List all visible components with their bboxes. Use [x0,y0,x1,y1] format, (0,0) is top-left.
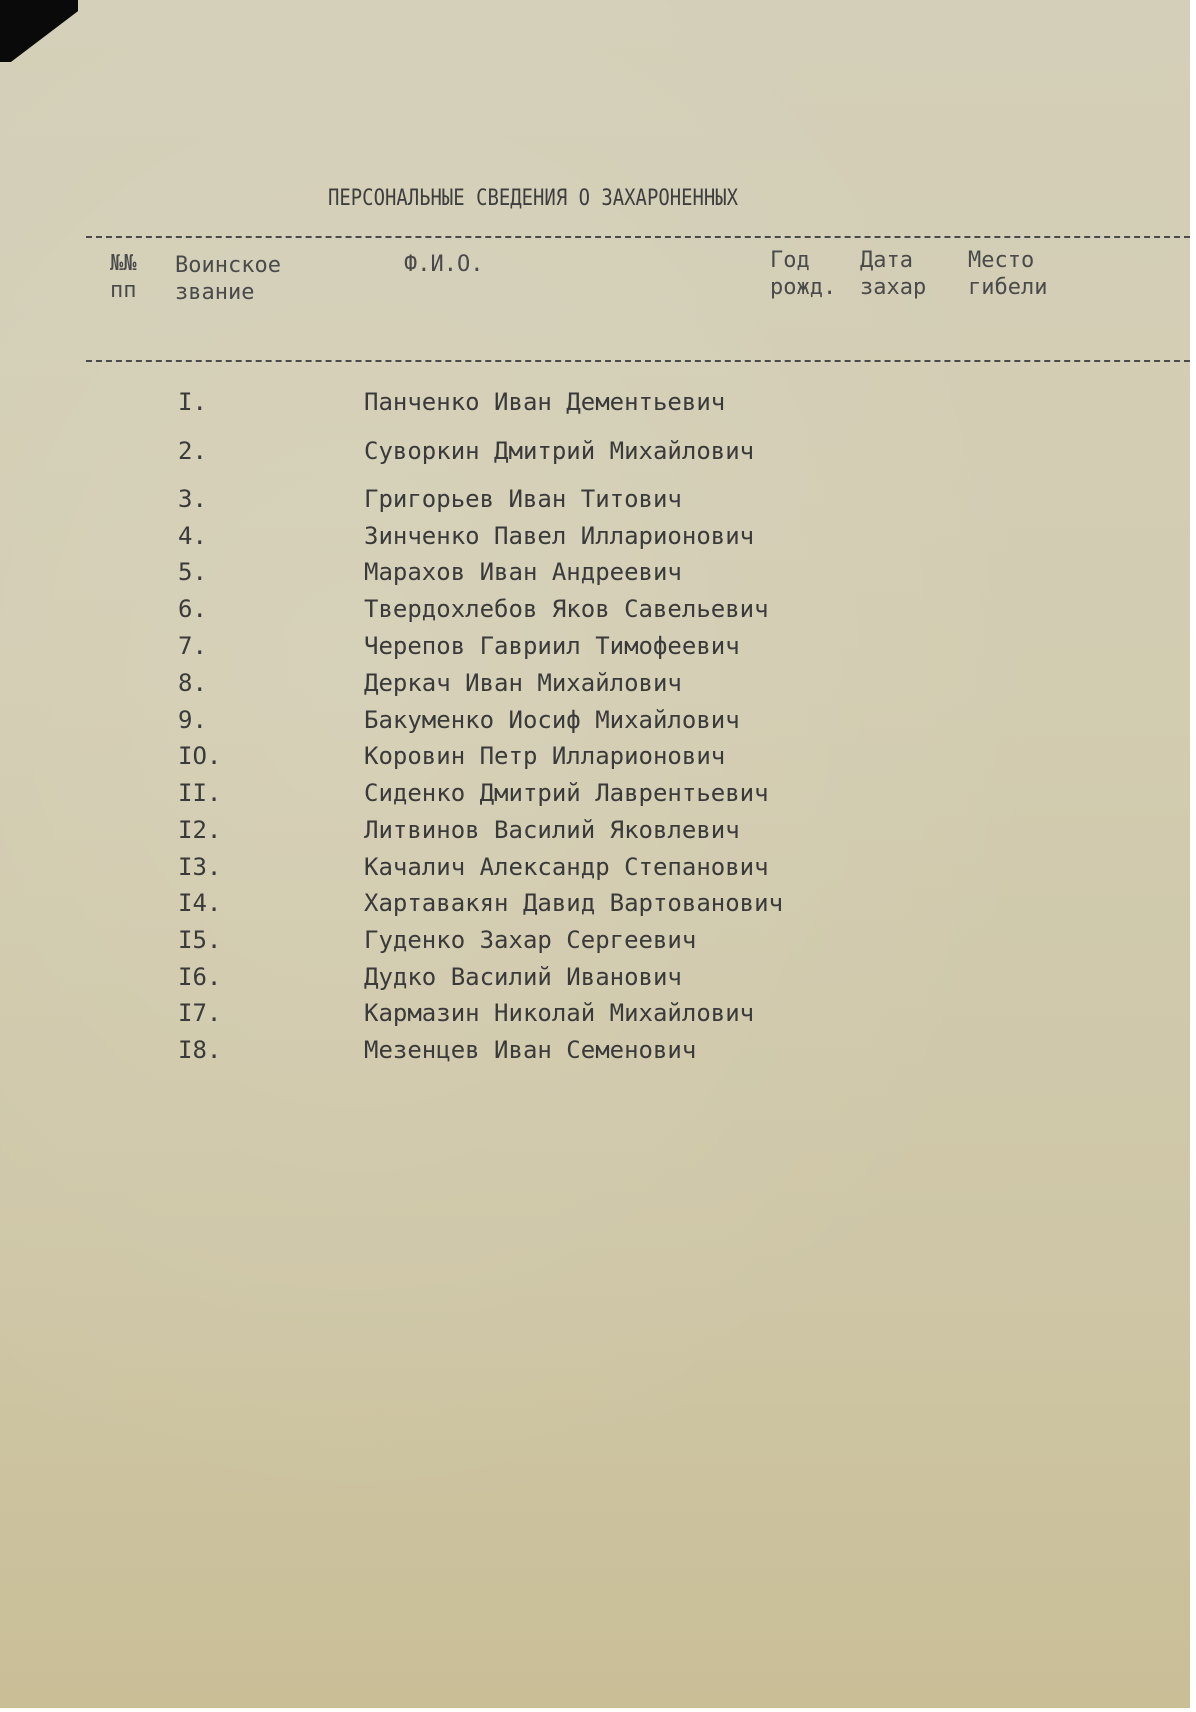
document-title: ПЕРСОНАЛЬНЫЕ СВЕДЕНИЯ О ЗАХАРОНЕННЫХ [328,186,739,211]
row-number: I7. [178,999,222,1027]
header-birth-year-line2: рожд. [770,275,837,300]
row-number: 7. [178,632,207,660]
header-bottom-rule [86,360,1190,362]
row-name: Черепов Гавриил Тимофеевич [364,632,740,660]
row-number: 3. [178,485,207,513]
row-name: Дудко Василий Иванович [364,963,682,991]
row-number: I2. [178,816,222,844]
row-number: IO. [178,742,222,770]
row-name: Коровин Петр Илларионович [364,742,726,770]
header-death-place-line2: гибели [968,275,1048,300]
header-number-line1: №№ [110,251,137,276]
row-name: Кармазин Николай Михайлович [364,999,755,1027]
header-rank-line2: звание [175,280,255,305]
header-fio: Ф.И.О. [404,252,484,277]
row-number: I5. [178,926,222,954]
header-number-line2: пп [110,278,137,303]
row-number: I4. [178,889,222,917]
header-rank-line1: Воинское [175,253,281,278]
header-burial-date-line1: Дата [860,248,913,273]
row-number: I8. [178,1036,222,1064]
row-name: Панченко Иван Дементьевич [364,388,726,416]
row-number: I6. [178,963,222,991]
row-name: Гуденко Захар Сергеевич [364,926,697,954]
header-death-place [968,247,1047,301]
header-death-place-line1: Место [968,248,1035,273]
row-name: Твердохлебов Яков Савельевич [364,595,769,623]
row-name: Литвинов Василий Яковлевич [364,816,740,844]
row-name: Марахов Иван Андреевич [364,558,682,586]
header-top-rule [86,236,1190,238]
corner-tab [0,0,78,62]
row-number: I. [178,388,207,416]
row-number: 2. [178,437,207,465]
header-rank [175,252,281,306]
row-number: 5. [178,558,207,586]
row-name: Деркач Иван Михайлович [364,669,682,697]
row-name: Суворкин Дмитрий Михайлович [364,437,755,465]
header-burial-date-line2: захар [860,275,927,300]
header-birth-year [770,247,836,301]
row-name: Бакуменко Иосиф Михайлович [364,706,740,734]
row-number: 6. [178,595,207,623]
row-number: 9. [178,706,207,734]
row-number: I3. [178,853,222,881]
header-number [110,250,137,304]
row-name: Григорьев Иван Титович [364,485,682,513]
row-name: Сиденко Дмитрий Лаврентьевич [364,779,769,807]
row-name: Хартавакян Давид Вартованович [364,889,784,917]
row-name: Качалич Александр Степанович [364,853,769,881]
header-burial-date [860,247,926,301]
row-name: Мезенцев Иван Семенович [364,1036,697,1064]
row-number: 4. [178,522,207,550]
row-number: 8. [178,669,207,697]
header-birth-year-line1: Год [770,248,810,273]
row-name: Зинченко Павел Илларионович [364,522,755,550]
row-number: II. [178,779,222,807]
